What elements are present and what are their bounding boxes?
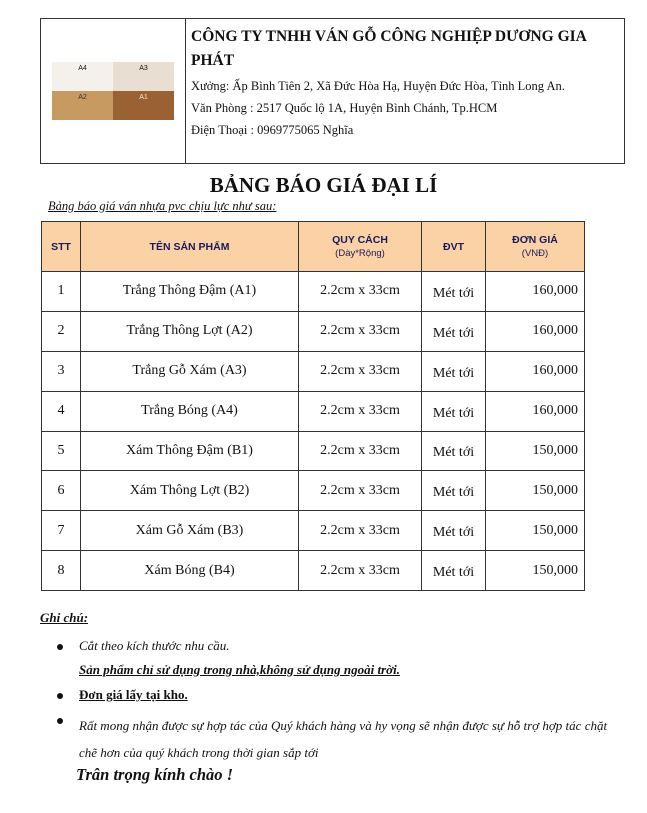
phone-number: Điện Thoại : 0969775065 Nghĩa: [191, 123, 354, 137]
row-stt: 2: [42, 311, 81, 351]
row-unit: Mét tới: [422, 511, 486, 551]
row-name: Xám Bóng (B4): [81, 551, 299, 591]
table-row: [42, 311, 585, 351]
row-price: 160,000: [486, 391, 585, 431]
note-text: Cắt theo kích thước nhu cầu.: [79, 638, 230, 653]
row-unit: Mét tới: [422, 351, 486, 391]
row-name: Xám Thông Đậm (B1): [81, 431, 299, 471]
row-stt: 4: [42, 391, 81, 431]
table-row: [42, 511, 585, 551]
row-price: 150,000: [486, 431, 585, 471]
header-unit: ĐVT: [422, 222, 486, 272]
document-title: BẢNG BÁO GIÁ ĐẠI LÍ: [209, 173, 438, 197]
table-row: [42, 272, 585, 312]
bullet-dot-icon: [57, 718, 63, 724]
table-row: [42, 391, 585, 431]
row-unit: Mét tới: [422, 431, 486, 471]
row-name: Xám Gỗ Xám (B3): [81, 511, 299, 551]
notes-title: Ghi chú:: [40, 610, 89, 625]
note-item-cut: [79, 638, 230, 654]
note-item-pickup: [79, 687, 188, 703]
swatch-a4: A4: [52, 62, 113, 91]
header-price-label: ĐƠN GIÁ: [512, 233, 558, 246]
row-spec: 2.2cm x 33cm: [299, 551, 422, 591]
swatch-a3: A3: [113, 62, 174, 91]
row-spec: 2.2cm x 33cm: [299, 272, 422, 312]
row-stt: 3: [42, 351, 81, 391]
note-text: Rất mong nhận được sự hợp tác của Quý khách hàng và hy vọng sẽ nhận được sự hỗ trợ hợp tác chặt chẽ hơn của quý khách trong thời gian sắp tới: [79, 718, 608, 760]
table-row: [42, 471, 585, 511]
header-spec-label: QUY CÁCH: [332, 233, 388, 246]
bullet-dot-icon: [57, 644, 63, 650]
workshop-address: Xưởng: Ấp Bình Tiên 2, Xã Đức Hòa Hạ, Huyện Đức Hòa, Tỉnh Long An.: [191, 79, 565, 93]
row-price: 150,000: [486, 471, 585, 511]
row-name: Trắng Bóng (A4): [81, 391, 299, 431]
row-stt: 5: [42, 431, 81, 471]
header-price-sub: (VNĐ): [521, 247, 549, 259]
row-unit: Mét tới: [422, 551, 486, 591]
row-stt: 1: [42, 272, 81, 312]
row-name: Xám Thông Lợt (B2): [81, 471, 299, 511]
bullet-dot-icon: [57, 693, 63, 699]
row-name: Trắng Gỗ Xám (A3): [81, 351, 299, 391]
row-spec: 2.2cm x 33cm: [299, 431, 422, 471]
company-header: [40, 18, 625, 164]
row-spec: 2.2cm x 33cm: [299, 351, 422, 391]
row-unit: Mét tới: [422, 471, 486, 511]
table-row: [42, 351, 585, 391]
company-info: [186, 19, 611, 163]
row-spec: 2.2cm x 33cm: [299, 391, 422, 431]
company-name: CÔNG TY TNHH VÁN GỖ CÔNG NGHIỆP DƯƠNG GIA PHÁT: [191, 28, 587, 69]
note-item-indoor: Sản phẩm chỉ sử dụng trong nhà,không sử dụng ngoài trời.: [79, 662, 400, 677]
header-spec: [299, 222, 422, 272]
row-spec: 2.2cm x 33cm: [299, 311, 422, 351]
row-stt: 8: [42, 551, 81, 591]
row-stt: 7: [42, 511, 81, 551]
row-name: Trắng Thông Lợt (A2): [81, 311, 299, 351]
table-row: [42, 431, 585, 471]
row-price: 150,000: [486, 511, 585, 551]
swatch-a1: A1: [113, 91, 174, 120]
row-name: Trắng Thông Đậm (A1): [81, 272, 299, 312]
note-item-cooperation: [79, 712, 619, 766]
document-subtitle: Bảng báo giá ván nhựa pvc chịu lực như sau:: [48, 199, 277, 213]
note-text: Đơn giá lấy tại kho.: [79, 687, 188, 702]
swatch-grid: [52, 62, 174, 120]
header-name: TÊN SẢN PHẨM: [81, 222, 299, 272]
row-price: 160,000: [486, 351, 585, 391]
row-unit: Mét tới: [422, 391, 486, 431]
product-swatch-image: [41, 19, 186, 163]
row-stt: 6: [42, 471, 81, 511]
swatch-a2: A2: [52, 91, 113, 120]
row-price: 150,000: [486, 551, 585, 591]
row-unit: Mét tới: [422, 272, 486, 312]
header-stt: STT: [42, 222, 81, 272]
header-spec-sub: (Dày*Rộng): [335, 247, 385, 259]
closing-greeting: Trân trọng kính chào !: [76, 765, 234, 784]
table-header-row: [42, 222, 585, 272]
office-address: Văn Phòng : 2517 Quốc lộ 1A, Huyện Bình Chánh, Tp.HCM: [191, 101, 498, 115]
table-row: [42, 551, 585, 591]
row-spec: 2.2cm x 33cm: [299, 471, 422, 511]
price-table: [41, 221, 585, 591]
header-price: [486, 222, 585, 272]
row-price: 160,000: [486, 311, 585, 351]
row-spec: 2.2cm x 33cm: [299, 511, 422, 551]
row-price: 160,000: [486, 272, 585, 312]
notes-section: [40, 610, 88, 626]
row-unit: Mét tới: [422, 311, 486, 351]
